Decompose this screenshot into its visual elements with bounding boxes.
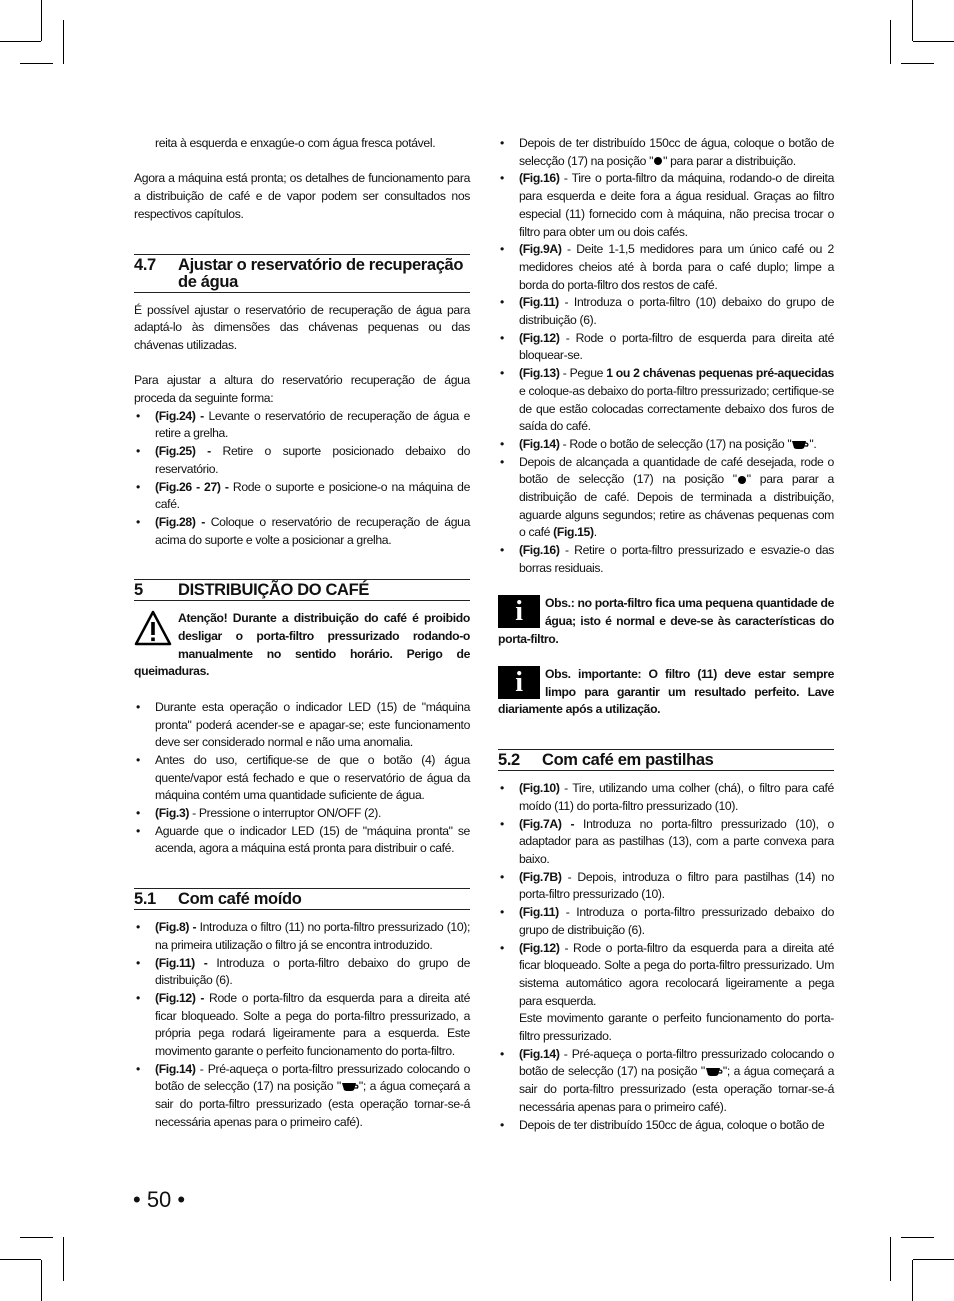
list-item bbox=[134, 919, 470, 954]
paragraph: Para ajustar a altura do reservatório recuperação de água proceda da seguinte forma: bbox=[134, 373, 470, 405]
list-item bbox=[134, 699, 470, 752]
warning-box bbox=[134, 610, 470, 681]
crop-mark bbox=[0, 1259, 41, 1260]
item-text: - Pré-aqueça o porta-filtro pressurizado colocando o botão de selecção (17) na posição " bbox=[519, 1046, 834, 1079]
list-item bbox=[134, 479, 470, 514]
emphasis-text: 1 ou 2 chávenas pequenas pré-aquecidas bbox=[606, 366, 834, 381]
list-item bbox=[134, 443, 470, 478]
note-text: Obs. importante: O filtro (11) deve estar sempre limpo para garantir um resultado perfeito. Lave diariamente após a utilização. bbox=[498, 667, 834, 717]
paragraph: Agora a máquina está pronta; os detalhes de funcionamento para a distribuição de café e de vapor podem ser consultados nos respectivos capítulos. bbox=[134, 171, 470, 221]
page-number: • 50 • bbox=[133, 1187, 186, 1212]
section-number: 5.2 bbox=[498, 751, 520, 770]
item-text: Introduza o filtro (11) no porta-filtro pressurizado (10); na primeira utilização o filtro já se encontra introduzido. bbox=[155, 920, 471, 952]
section-number: 5 bbox=[134, 581, 143, 600]
list-item bbox=[498, 294, 834, 329]
fig-ref: (Fig.12) bbox=[519, 940, 560, 955]
list-item bbox=[498, 904, 834, 939]
section-number: 4.7 bbox=[134, 255, 156, 274]
fig-ref: (Fig.11) - bbox=[155, 955, 208, 970]
section-heading-5-1 bbox=[134, 888, 470, 910]
fig-ref: (Fig.11) bbox=[519, 905, 559, 920]
list-item bbox=[498, 135, 834, 170]
section-title: Ajustar o reservatório de recuperação de água bbox=[178, 255, 464, 291]
list-item bbox=[498, 436, 834, 454]
crop-mark bbox=[0, 41, 41, 42]
section-title: Com café em pastilhas bbox=[542, 751, 714, 770]
item-text: - Tire o porta-filtro da máquina, rodando-o de direita para esquerda e deite fora a água residual. Graças ao filtro especial (11) fornecido com à máquina, não precisa trocar o filtro para obter um ou dois cafés. bbox=[519, 171, 834, 239]
list-item bbox=[498, 1046, 834, 1117]
item-text: Rode o porta-filtro da esquerda para a direita até ficar bloqueado. Solte a pega do porta-filtro pressurizado, a própria pega rodará ligeiramente para a esquerda. Este movimento garante o perfeito funcionamento do porta-filtro. bbox=[155, 990, 471, 1059]
item-text: - Pré-aqueça o porta-filtro pressurizado colocando o botão de selecção (17) na posição " bbox=[155, 1061, 470, 1094]
section-number: 5.1 bbox=[134, 890, 156, 909]
item-text: Introduza o porta-filtro debaixo do grupo de distribuição (6). bbox=[155, 955, 470, 988]
crop-mark bbox=[20, 63, 53, 64]
dot-position-icon bbox=[654, 157, 662, 165]
section-heading-5-2 bbox=[498, 749, 834, 771]
item-text: . bbox=[593, 525, 597, 540]
info-icon: i bbox=[498, 666, 540, 699]
fig-ref: (Fig.16) bbox=[519, 543, 560, 558]
item-text: Retire o suporte posicionado debaixo do reservatório. bbox=[155, 444, 470, 476]
item-text: - Tire, utilizando uma colher (chá), o filtro para café moído (11) do porta-filtro pressurizado (10). bbox=[519, 781, 834, 813]
fig-ref: (Fig.24) - bbox=[155, 408, 204, 423]
right-column bbox=[498, 135, 834, 1134]
fig-ref: (Fig.7B) bbox=[519, 869, 562, 884]
coffee-cup-icon bbox=[341, 1082, 359, 1092]
crop-mark bbox=[41, 1260, 42, 1301]
warning-icon bbox=[134, 610, 172, 646]
item-text: - Rode o botão de selecção (17) na posição " bbox=[559, 436, 792, 451]
bullet-list bbox=[498, 135, 834, 578]
fig-ref: (Fig.16) bbox=[519, 171, 560, 186]
fig-ref: (Fig.13) bbox=[519, 366, 560, 381]
item-text: - Pressione o interruptor ON/OFF (2). bbox=[189, 806, 382, 821]
paragraph: É possível ajustar o reservatório de recuperação de água para adaptá-lo às dimensões das chávenas pequenas ou das chávenas utilizadas. bbox=[134, 302, 470, 352]
list-item bbox=[498, 365, 834, 436]
fig-ref: (Fig.3) bbox=[155, 806, 190, 821]
info-note bbox=[498, 595, 834, 648]
section-title: DISTRIBUIÇÃO DO CAFÉ bbox=[178, 581, 370, 600]
item-text: Depois de alcançada a quantidade de café desejada, rode o botão de selecção (17) na posição " bbox=[519, 454, 834, 487]
fig-ref: (Fig.9A) bbox=[519, 242, 562, 257]
item-text: Durante esta operação o indicador LED (15) de "máquina pronta" poderá acender-se e apagar-se; este funcionamento deve ser considerado normal e não uma anomalia. bbox=[155, 699, 470, 750]
list-item bbox=[134, 752, 470, 805]
list-item bbox=[498, 241, 834, 294]
list-item bbox=[134, 514, 470, 549]
crop-mark bbox=[63, 20, 64, 64]
section-title: Com café moído bbox=[178, 890, 302, 909]
coffee-cup-icon bbox=[705, 1067, 723, 1077]
bullet-list bbox=[134, 919, 470, 1131]
item-text: - Introduza o porta-filtro pressurizado debaixo do grupo de distribuição (6). bbox=[519, 905, 834, 937]
item-text: Antes do uso, certifique-se de que o botão (4) água quente/vapor está fechado e que o reservatório de água da máquina contém uma quantidade suficiente de água. bbox=[155, 752, 470, 803]
fig-ref: (Fig.10) bbox=[519, 781, 560, 796]
item-text: Depois de ter distribuído 150cc de água, coloque o botão de selecção (17) na posição " bbox=[519, 136, 834, 168]
item-text: - Deite 1-1,5 medidores para um único café ou 2 medidores cheios até à borda para o café duplo; limpe a borda do porta-filtro dos restos de café. bbox=[519, 242, 834, 292]
fig-ref: (Fig.14) bbox=[519, 436, 560, 451]
crop-mark bbox=[912, 1260, 913, 1301]
item-text: Rode o suporte e posicione-o na máquina de café. bbox=[155, 479, 471, 512]
list-item bbox=[498, 170, 834, 241]
item-text: - Rode o porta-filtro da esquerda para a direita até ficar bloqueado. Solte a pega do porta-filtro pressurizado. Um sistema automático agora recolocará ligeiramente a pega para esquerda. bbox=[519, 940, 834, 1008]
fig-ref: (Fig.14) bbox=[155, 1061, 196, 1076]
info-note bbox=[498, 666, 834, 719]
list-item bbox=[498, 454, 834, 543]
item-text: Levante o reservatório de recuperação de água e retire a grelha. bbox=[155, 408, 470, 441]
list-item bbox=[498, 869, 834, 904]
list-item bbox=[134, 823, 470, 858]
list-item bbox=[134, 955, 470, 990]
continuation-text: reita à esquerda e enxagúe-o com água fresca potável. bbox=[155, 136, 436, 150]
list-item bbox=[134, 990, 470, 1061]
fig-ref: (Fig.12) - bbox=[155, 990, 205, 1005]
bullet-list bbox=[498, 780, 834, 1134]
list-item bbox=[134, 805, 470, 823]
item-text: - Retire o porta-filtro pressurizado e esvazie-o das borras residuais. bbox=[519, 543, 834, 575]
item-text: - Rode o porta-filtro de esquerda para direita até bloquear-se. bbox=[519, 330, 834, 363]
item-text: " para parar a distribuição de café. Depois de terminada a distribuição, aguarde alguns segundos; retire as chávenas pequenas com o café bbox=[519, 472, 834, 540]
list-item bbox=[498, 1117, 834, 1135]
list-item bbox=[498, 780, 834, 815]
bullet-list bbox=[134, 699, 470, 858]
fig-ref: (Fig.12) bbox=[519, 330, 560, 345]
crop-mark bbox=[41, 0, 42, 41]
item-text: - Depois, introduza o filtro para pastilhas (14) no porta-filtro pressurizado (10). bbox=[519, 869, 834, 902]
fig-ref: (Fig.11) bbox=[519, 295, 559, 310]
warning-text: Atenção! Durante a distribuição do café é proibido desligar o porta-filtro pressurizado rodando-o manualmente no sentido horário. Perigo de queimaduras. bbox=[134, 611, 470, 679]
fig-ref: (Fig.14) bbox=[519, 1046, 560, 1061]
section-heading-4-7 bbox=[134, 254, 470, 293]
item-text: "; a água começará a sair do porta-filtro pressurizado (esta operação tornar-se-á necessária apenas para o primeiro café). bbox=[155, 1079, 471, 1129]
list-item bbox=[498, 940, 834, 1046]
item-text: e coloque-as debaixo do porta-filtro pressurizado; certifique-se de que estão colocadas correctamente debaixo dos furos de saída do café. bbox=[519, 383, 834, 434]
fig-ref: (Fig.7A) - bbox=[519, 816, 575, 831]
section-heading-5 bbox=[134, 579, 470, 601]
crop-mark bbox=[913, 41, 954, 42]
info-icon: i bbox=[498, 595, 540, 628]
item-text: - Pegue bbox=[559, 366, 607, 381]
crop-mark bbox=[890, 20, 891, 64]
item-text: Este movimento garante o perfeito funcionamento do porta-filtro pressurizado. bbox=[519, 1011, 834, 1044]
fig-ref: (Fig.28) - bbox=[155, 514, 205, 529]
crop-mark bbox=[901, 63, 934, 64]
left-column bbox=[134, 135, 470, 1132]
item-text: " para parar a distribuição. bbox=[663, 153, 796, 168]
item-text: Depois de ter distribuído 150cc de água, coloque o botão de bbox=[519, 1117, 825, 1132]
list-item bbox=[134, 1061, 470, 1132]
item-text: "; a água começará a sair do porta-filtro pressurizado (esta operação tornar-se-á necessária apenas para o primeiro café). bbox=[519, 1064, 835, 1114]
bullet-list bbox=[134, 408, 470, 550]
list-item bbox=[134, 408, 470, 443]
note-text: Obs.: no porta-filtro fica uma pequena quantidade de água; isto é normal e deve-se às características do porta-filtro. bbox=[498, 596, 834, 646]
dot-position-icon bbox=[738, 476, 746, 484]
list-item bbox=[498, 542, 834, 577]
item-text: Aguarde que o indicador LED (15) de "máquina pronta" se acenda, agora a máquina está pronta para distribuir o café. bbox=[155, 823, 470, 856]
crop-mark bbox=[913, 1259, 954, 1260]
crop-mark bbox=[890, 1237, 891, 1281]
crop-mark bbox=[63, 1237, 64, 1281]
coffee-cup-icon bbox=[791, 440, 809, 450]
fig-ref: (Fig.25) - bbox=[155, 444, 211, 459]
item-text: Coloque o reservatório de recuperação de água acima do suporte e volte a posicionar a grelha. bbox=[155, 514, 470, 547]
fig-ref: (Fig.26 - 27) - bbox=[155, 479, 229, 494]
list-item bbox=[498, 330, 834, 365]
item-text: - Introduza o porta-filtro (10) debaixo do grupo de distribuição (6). bbox=[519, 295, 834, 328]
item-text: Introduza no porta-filtro pressurizado (10), o adaptador para as pastilhas (13), com a parte convexa para baixo. bbox=[519, 816, 834, 866]
list-item bbox=[498, 816, 834, 869]
fig-ref: (Fig.15) bbox=[553, 525, 594, 540]
crop-mark bbox=[20, 1237, 53, 1238]
crop-mark bbox=[912, 0, 913, 41]
fig-ref: (Fig.8) - bbox=[155, 920, 197, 935]
item-text: ". bbox=[809, 436, 817, 451]
crop-mark bbox=[901, 1237, 934, 1238]
